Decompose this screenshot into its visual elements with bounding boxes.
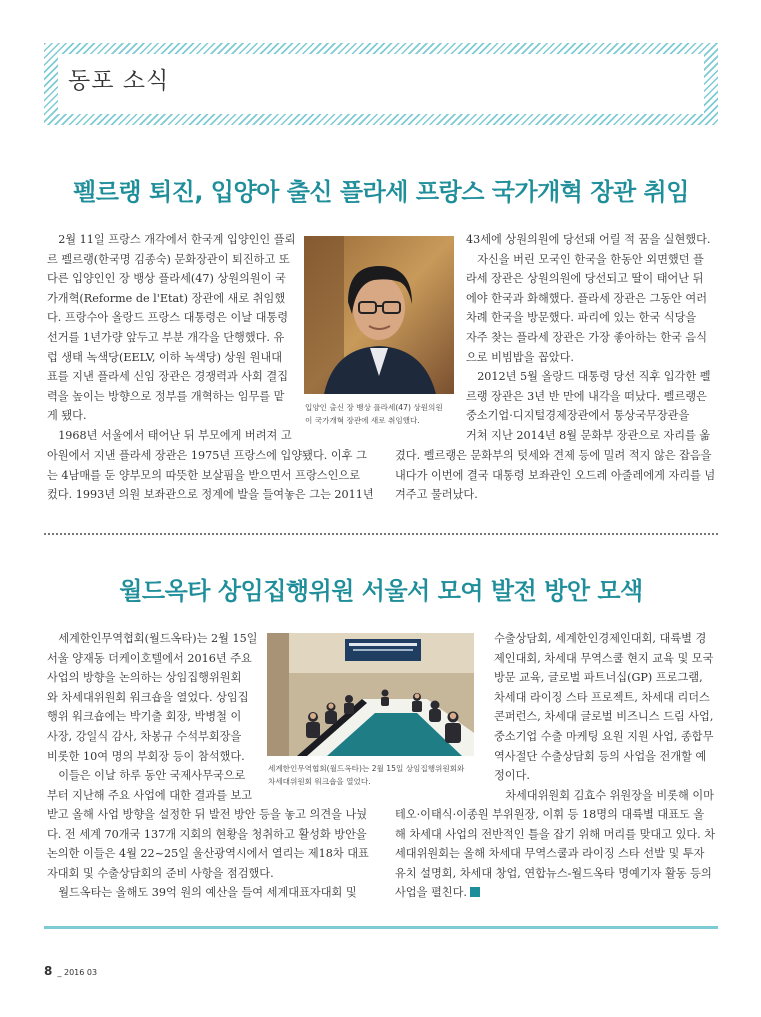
issue-date: 2016 03 [64, 968, 98, 977]
article2-headline: 월드옥타 상임집행위원 서울서 모여 발전 방안 모색 [119, 577, 643, 605]
article2-wide-right: 테오·이태식·이종원 부위원장, 이휘 등 18명의 대륙별 대표도 올 해 차세대 사업의 전반적인 틀을 잡기 위해 머리를 맞대고 있다. 차 세대위원회는 올해 차세대 무역스쿨과 라이징 스타 선발 및 투자 유치 설명회, 차세대 창업, 연합뉴스-월드옥타 명예기자 활동 등의 사업을 펼친다. [395, 808, 716, 900]
article1-wide-left: 아원에서 지낸 플라세 장관은 1975년 프랑스에 입양됐다. 이후 그 는 4남매를 둔 양부모의 따뜻한 보살핌을 받으면서 프랑스인으로 컸다. 1993년 의원 보좌관으로 정계에 발을 들여놓은 그는 2011년 [47, 449, 374, 502]
article1-column1: 2월 11일 프랑스 개각에서 한국계 입양인인 플뢰 르 펠르랭(한국명 김종숙) 문화장관이 퇴진하고 또 다른 입양인인 장 뱅상 플라세(47) 상원의원이 국 가개혁(Reforme de l'Etat) 장관에 새로 취임했 다. 프랑수아 올랑드 프랑스 대통령은 이날 대통령 선거를 1년가량 앞두고 부분 개각을 단행했다. 유 럽 생태 녹색당(EELV, 이하 녹색당) 상원 원내대 표를 지낸 플라세 신임 장관은 경쟁력과 사회 결집 력을 높이는 방향으로 정부를 개혁하는 임무를 맡 게 됐다. 1968년 서울에서 태어난 뒤 부모에게 버려져 고 [47, 233, 296, 442]
page-number: 8 [44, 964, 53, 978]
article2-wide-left: 받고 올해 사업 방향을 설정한 뒤 발전 방안 등을 놓고 의견을 나눴 다. 전 세계 70개국 137개 지회의 현황을 청취하고 활성화 방안을 논의한 이들은 4월 22~25일 울산광역시에서 열리는 제18차 대표 자대회 및 수출상담회의 준비 사항을 점검했다. 월드옥타는 올해도 39억 원의 예산을 들여 세계대표자대회 및 [47, 808, 369, 900]
article-end-mark-icon [470, 887, 480, 897]
article2-column2: 수출상담회, 세계한인경제인대회, 대륙별 경 제인대회, 차세대 무역스쿨 현지 교육 및 모국 방문 교육, 글로벌 파트너십(GP) 프로그램, 차세대 라이징 스타 프로젝트, 차세대 리더스 콘퍼런스, 차세대 글로벌 비즈니스 드림 사업, 중소기업 수출 마케팅 요원 지원 사업, 종합무 역사절단 수출상담회 등의 사업을 전개할 예 정이다. 차세대위원회 김효수 위원장을 비롯해 이마 [494, 632, 714, 802]
article1-wide-right: 겼다. 펠르랭은 문화부의 텃세와 견제 등에 밀려 적지 않은 잡음을 내다가 이번에 결국 대통령 보좌관인 오드레 아줄레에게 자리를 넘 겨주고 물러났다. [395, 449, 716, 502]
section-header-band [44, 43, 718, 125]
article1-column2: 43세에 상원의원에 당선돼 어릴 적 꿈을 실현했다. 자신을 버린 모국인 한국을 한동안 외면했던 플 라세 장관은 상원의원에 당선되고 딸이 태어난 뒤 에야 한국과 화해했다. 플라세 장관은 그동안 여러 차례 한국을 방문했다. 파리에 있는 한국 식당을 자주 찾는 플라세 장관은 가장 좋아하는 한국 음식 으로 비빔밥을 꼽았다. 2012년 5월 올랑드 대통령 당선 직후 입각한 펠 르랭 장관은 3년 반 만에 내각을 떠났다. 펠르랭은 중소기업·디지털경제장관에서 통상국무장관을 거쳐 지난 2014년 8월 문화부 장관으로 자리를 옮 [466, 233, 711, 442]
article-divider [44, 533, 718, 535]
article1-headline: 펠르랭 퇴진, 입양아 출신 플라세 프랑스 국가개혁 장관 취임 [73, 178, 689, 206]
article1-caption: 입양인 출신 장 뱅상 플라세(47) 상원의원 이 국가개혁 장관에 새로 취임했다. [305, 403, 443, 425]
meeting-photo [267, 633, 474, 756]
section-title: 동포 소식 [68, 68, 170, 94]
article2-caption: 세계한인무역협회(월드옥타)는 2월 15일 상임집행위원회와 차세대위원회 워크숍을 열었다. [268, 764, 465, 786]
portrait-photo [304, 236, 454, 394]
article2-column1: 세계한인무역협회(월드옥타)는 2월 15일 서울 양재동 더케이호텔에서 2016년 주요 사업의 방향을 논의하는 상임집행위원회 와 차세대위원회 워크숍을 열었다. 상임집 행위 워크숍에는 박기출 회장, 박병철 이 사장, 강일식 감사, 차봉규 수석부회장을 비롯한 10여 명의 부회장 등이 참석했다. 이들은 이날 하루 동안 국제사무국으로 부터 지난해 주요 사업에 대한 결과를 보고 [47, 632, 258, 802]
footer: 8 _ 2016 03 [44, 964, 98, 978]
footer-rule [44, 926, 718, 929]
